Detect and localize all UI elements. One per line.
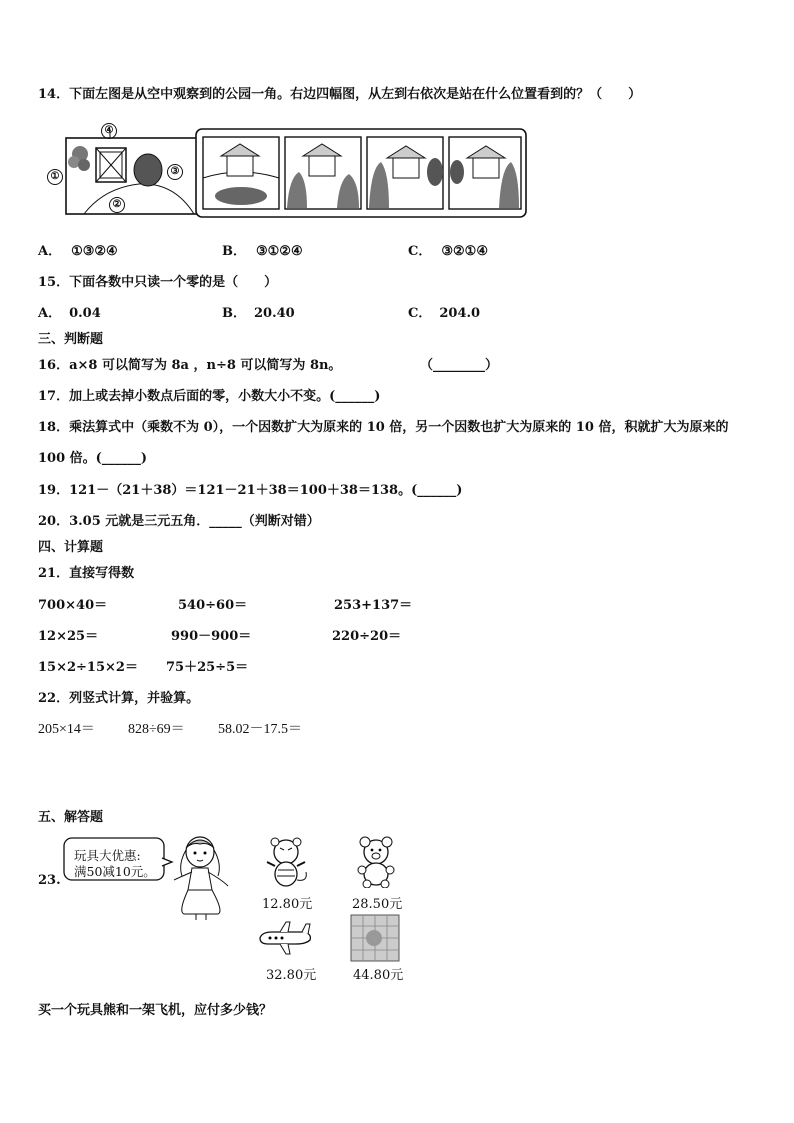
q21-item: 75＋25÷5＝ bbox=[166, 660, 249, 675]
price-bear: 28.50元 bbox=[352, 897, 403, 912]
map-label-4: ④ bbox=[101, 122, 118, 139]
q14-option-b[interactable]: B． ③①②④ bbox=[222, 244, 303, 259]
q22-item: 58.02－17.5＝ bbox=[218, 722, 302, 737]
q15-option-c[interactable]: C． 204.0 bbox=[408, 306, 481, 321]
map-label-2: ② bbox=[109, 196, 126, 213]
bubble-line-2: 满50减10元。 bbox=[74, 864, 156, 879]
four-views-figure bbox=[195, 128, 527, 218]
q18-text-line1: 18．乘法算式中（乘数不为 0），一个因数扩大为原来的 10 倍，另一个因数也扩大为原来的 10 倍，积就扩大为原来的 bbox=[38, 420, 729, 435]
q16-text: 16．a×8 可以简写为 8a ，n÷8 可以简写为 8n。 bbox=[38, 358, 342, 373]
airplane-toy-icon bbox=[256, 920, 314, 956]
q21-item: 540÷60＝ bbox=[178, 598, 248, 613]
q22-item: 205×14＝ bbox=[38, 722, 95, 737]
q19-text: 19．121－（21＋38）＝121－21＋38＝100＋38＝138。(______) bbox=[38, 483, 463, 498]
q21-item: 220÷20＝ bbox=[332, 629, 402, 644]
section-4-heading: 四、计算题 bbox=[38, 540, 104, 555]
map-label-3: ③ bbox=[167, 163, 184, 180]
q14-option-a[interactable]: A． ①③②④ bbox=[38, 244, 118, 259]
section-5-heading: 五、解答题 bbox=[38, 810, 104, 825]
map-label-1: ① bbox=[47, 168, 64, 185]
girl-illustration bbox=[168, 834, 234, 920]
q23-question: 买一个玩具熊和一架飞机，应付多少钱？ bbox=[38, 1003, 273, 1018]
price-tiger: 12.80元 bbox=[262, 897, 313, 912]
q14-option-c[interactable]: C． ③②①④ bbox=[408, 244, 488, 259]
q15-stem: 15．下面各数中只读一个零的是（ ） bbox=[38, 275, 278, 290]
q23-number: 23. bbox=[38, 873, 61, 888]
q16-answer-blank[interactable]: （________） bbox=[420, 358, 499, 373]
q17-text: 17．加上或去掉小数点后面的零，小数大小不变。(______) bbox=[38, 389, 381, 404]
tiger-toy-icon bbox=[262, 836, 310, 888]
q21-item: 253+137＝ bbox=[334, 598, 413, 613]
q21-item: 700×40＝ bbox=[38, 598, 108, 613]
puzzle-toy-icon bbox=[350, 914, 400, 962]
q21-stem: 21．直接写得数 bbox=[38, 566, 135, 581]
price-airplane: 32.80元 bbox=[266, 968, 317, 983]
q21-item: 15×2÷15×2＝ bbox=[38, 660, 138, 675]
section-3-heading: 三、判断题 bbox=[38, 332, 104, 347]
q15-option-a[interactable]: A． 0.04 bbox=[38, 306, 101, 321]
bubble-line-1: 玩具大优惠: bbox=[74, 848, 141, 863]
price-puzzle: 44.80元 bbox=[353, 968, 404, 983]
q21-item: 12×25＝ bbox=[38, 629, 99, 644]
q22-item: 828÷69＝ bbox=[128, 722, 185, 737]
q22-stem: 22．列竖式计算，并验算。 bbox=[38, 691, 200, 706]
teddy-bear-icon bbox=[352, 836, 400, 888]
q18-text-line2: 100 倍。(______) bbox=[38, 451, 147, 466]
q15-option-b[interactable]: B． 20.40 bbox=[222, 306, 295, 321]
q14-stem: 14．下面左图是从空中观察到的公园一角。右边四幅图，从左到右依次是站在什么位置看到的？（ ） bbox=[38, 87, 642, 102]
q20-text: 20．3.05 元就是三元五角．_____（判断对错） bbox=[38, 514, 320, 529]
q21-item: 990－900＝ bbox=[171, 629, 252, 644]
